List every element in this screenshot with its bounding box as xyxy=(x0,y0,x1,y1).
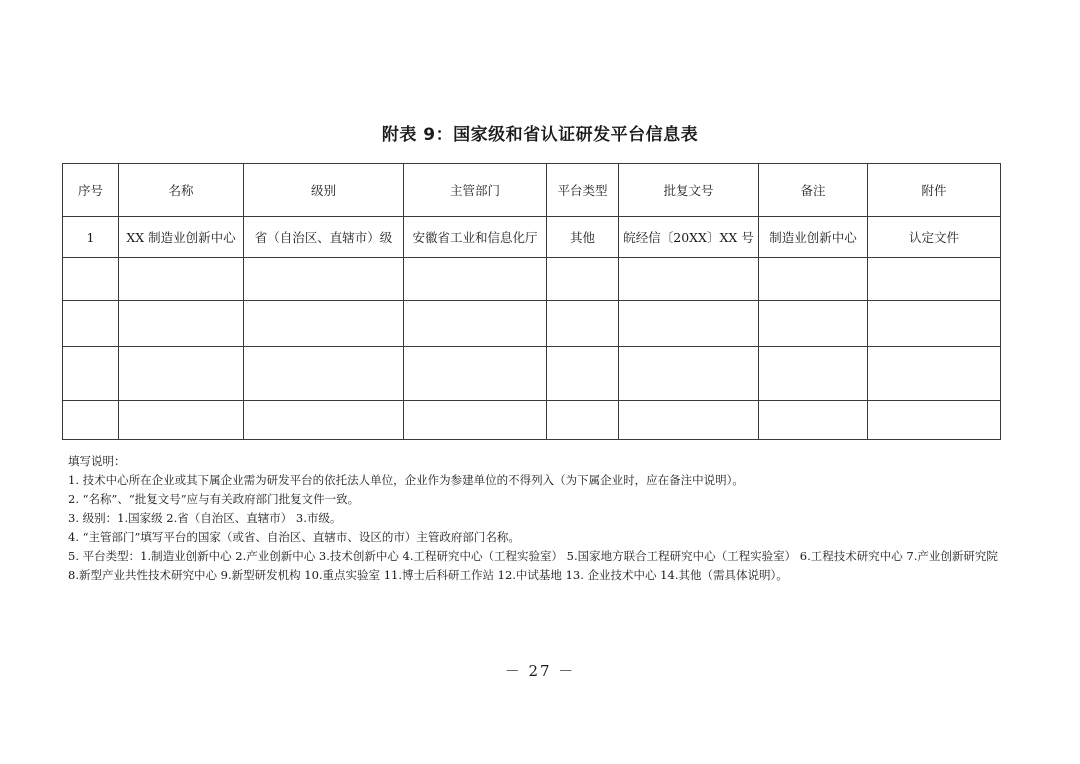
table-cell-empty xyxy=(404,347,547,401)
table-cell: 皖经信〔20XX〕XX 号 xyxy=(619,217,759,258)
table-cell-empty xyxy=(404,401,547,440)
table-cell-empty xyxy=(404,301,547,347)
table-cell-empty xyxy=(119,401,244,440)
table-cell-empty xyxy=(119,347,244,401)
table-cell: 认定文件 xyxy=(868,217,1001,258)
table-cell: 其他 xyxy=(547,217,619,258)
table-row-empty xyxy=(63,347,1001,401)
table-cell-empty xyxy=(619,347,759,401)
table-cell: 安徽省工业和信息化厅 xyxy=(404,217,547,258)
page-number: － 27 － xyxy=(504,662,576,680)
page-title: 附表 9：国家级和省认证研发平台信息表 xyxy=(381,125,699,145)
table-cell-empty xyxy=(404,258,547,301)
table-cell-empty xyxy=(759,258,868,301)
table-cell-empty xyxy=(63,401,119,440)
table-cell-empty xyxy=(63,347,119,401)
table-cell-empty xyxy=(759,347,868,401)
header-cell-remarks: 备注 xyxy=(759,164,868,217)
table-cell-empty xyxy=(244,258,404,301)
table-cell-empty xyxy=(759,401,868,440)
instruction-item: 4. “主管部门”填写平台的国家（或省、自治区、直辖市、设区的市）主管政府部门名称。 xyxy=(68,530,520,544)
table-cell-empty xyxy=(244,301,404,347)
table-cell: 1 xyxy=(63,217,119,258)
header-cell-attachment: 附件 xyxy=(868,164,1001,217)
table-cell-empty xyxy=(547,301,619,347)
table-cell-empty xyxy=(547,347,619,401)
table-cell-empty xyxy=(868,258,1001,301)
table-cell-empty xyxy=(619,258,759,301)
instruction-item: 5. 平台类型：1.制造业创新中心 2.产业创新中心 3.技术创新中心 4.工程研究中心（工程实验室） 5.国家地方联合工程研究中心（工程实验室） 6.工程技术研究中心 7.产业创新研究院 8.新型产业共性技术研究中心 9.新型研发机构 10.重点实验室 11.博士后科研工作站 12.中试基地 13. 企业技术中心 14.其他（需具体说明）。 xyxy=(68,549,998,582)
table-cell-empty xyxy=(759,301,868,347)
table-cell: XX 制造业创新中心 xyxy=(119,217,244,258)
instructions-heading: 填写说明： xyxy=(68,454,126,468)
instruction-item: 3. 级别：1.国家级 2.省（自治区、直辖市） 3.市级。 xyxy=(68,511,342,525)
table-cell-empty xyxy=(547,401,619,440)
instruction-item: 2. “名称”、“批复文号”应与有关政府部门批复文件一致。 xyxy=(68,492,360,506)
table-cell-empty xyxy=(63,301,119,347)
filling-instructions xyxy=(68,452,998,585)
table-cell: 制造业创新中心 xyxy=(759,217,868,258)
table-cell-empty xyxy=(244,401,404,440)
table-row xyxy=(63,217,1001,258)
header-cell-name: 名称 xyxy=(119,164,244,217)
table-row-empty xyxy=(63,301,1001,347)
table-cell-empty xyxy=(547,258,619,301)
table-row-empty xyxy=(63,401,1001,440)
table-cell-empty xyxy=(63,258,119,301)
table-header-row xyxy=(63,164,1001,217)
table-cell-empty xyxy=(619,401,759,440)
table-cell-empty xyxy=(119,301,244,347)
table-cell-empty xyxy=(244,347,404,401)
header-cell-department: 主管部门 xyxy=(404,164,547,217)
header-cell-platform-type: 平台类型 xyxy=(547,164,619,217)
header-cell-level: 级别 xyxy=(244,164,404,217)
platform-info-table xyxy=(62,163,1001,440)
table-cell: 省（自治区、直辖市）级 xyxy=(244,217,404,258)
header-cell-approval-number: 批复文号 xyxy=(619,164,759,217)
header-cell-index: 序号 xyxy=(63,164,119,217)
table-cell-empty xyxy=(619,301,759,347)
table-cell-empty xyxy=(868,301,1001,347)
table-cell-empty xyxy=(868,401,1001,440)
table-cell-empty xyxy=(868,347,1001,401)
instruction-item: 1. 技术中心所在企业或其下属企业需为研发平台的依托法人单位，企业作为参建单位的不得列入（为下属企业时，应在备注中说明）。 xyxy=(68,473,744,487)
table-row-empty xyxy=(63,258,1001,301)
table-cell-empty xyxy=(119,258,244,301)
